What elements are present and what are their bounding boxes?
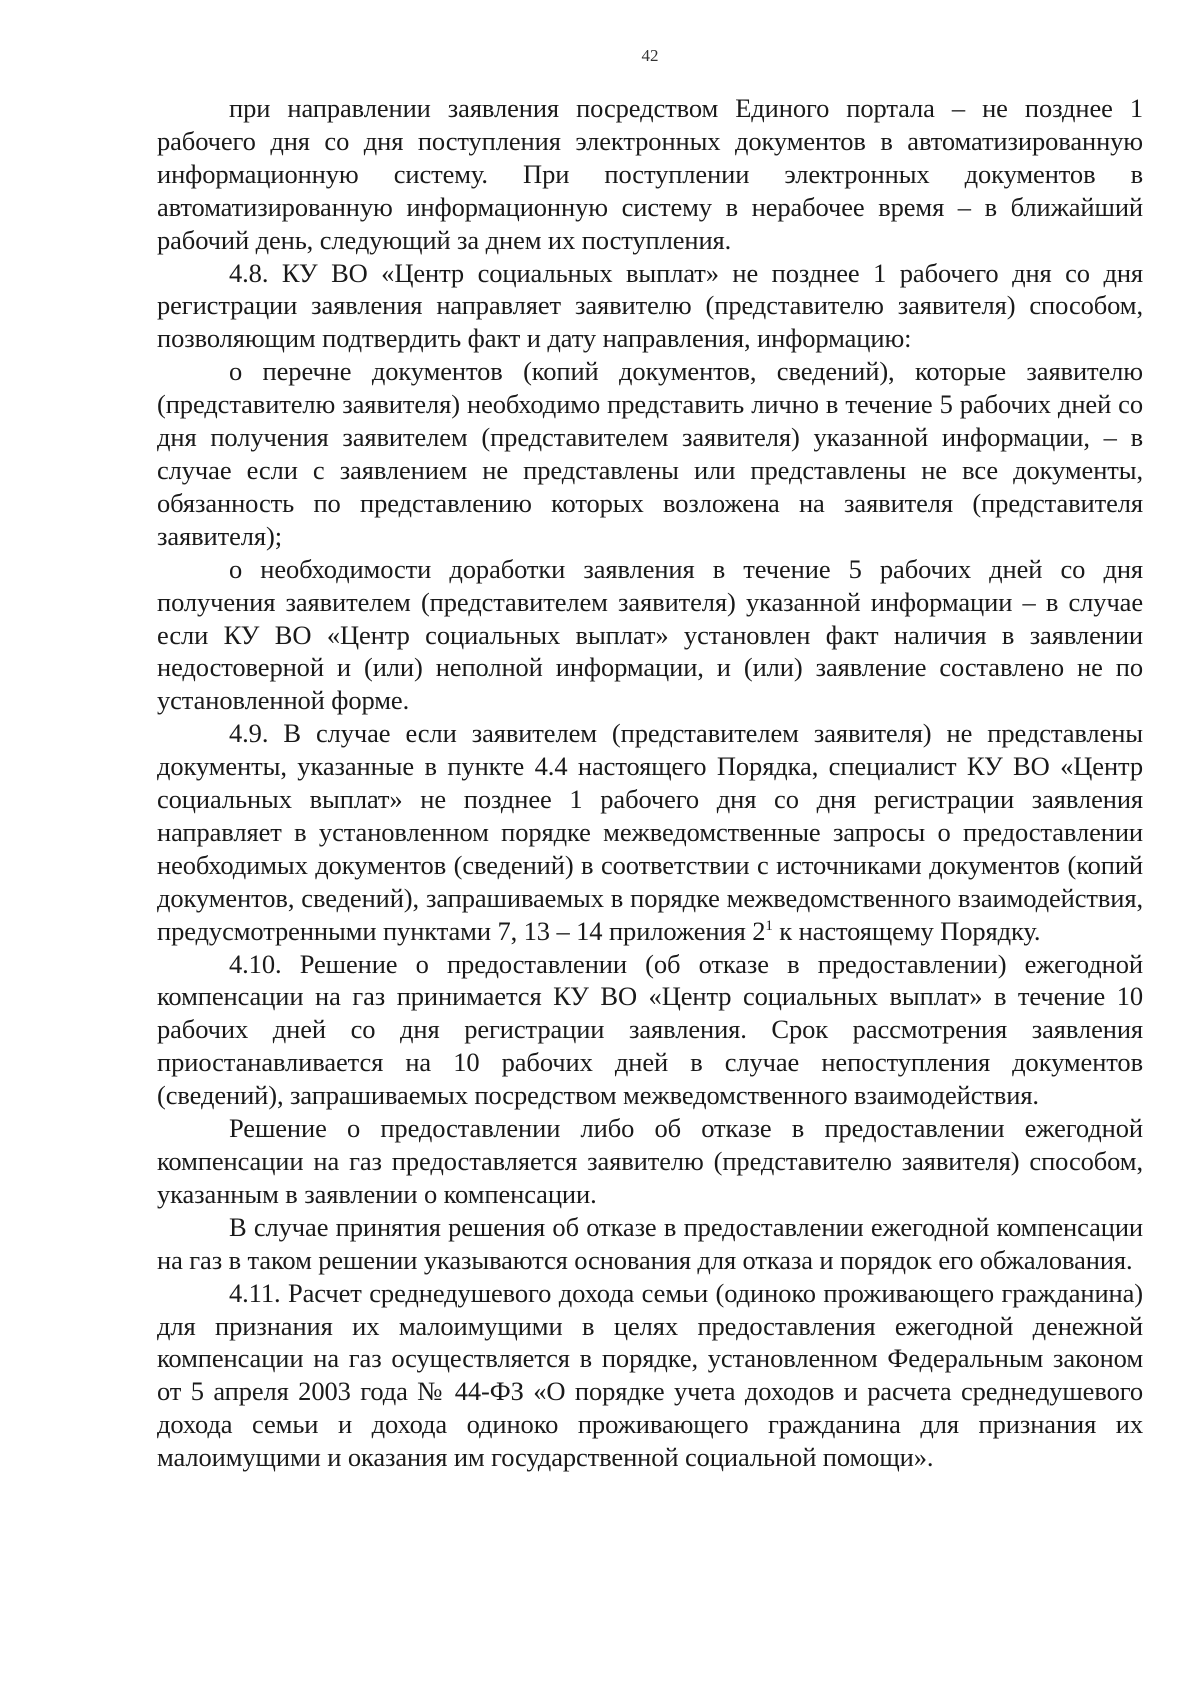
page-number: 42: [641, 46, 659, 65]
paragraph: Решение о предоставлении либо об отказе в предоставлении ежегодной компенсации на газ предоставляется заявителю (представителю заявителя) способом, указанным в заявлении о компенсации.: [157, 1113, 1143, 1209]
paragraph: 4.11. Расчет среднедушевого дохода семьи (одиноко проживающего гражданина) для признания их малоимущими в целях предоставления ежегодной денежной компенсации на газ осуществляется в порядке, установленном Федеральным законом от 5 апреля 2003 года № 44-ФЗ «О порядке учета доходов и расчета среднедушевого дохода семьи и дохода одиноко проживающего гражданина для признания их малоимущими и оказания им государственной социальной помощи».: [157, 1277, 1143, 1473]
paragraph: В случае принятия решения об отказе в предоставлении ежегодной компенсации на газ в таком решении указываются основания для отказа и порядок его обжалования.: [157, 1211, 1143, 1275]
paragraph: о необходимости доработки заявления в течение 5 рабочих дней со дня получения заявителем (представителем заявителя) указанной информации – в случае если КУ ВО «Центр социальных выплат» установлен факт наличия в заявлении недостоверной и (или) неполной информации, и (или) заявление составлено не по установленной форме.: [157, 553, 1143, 716]
superscript-mark: 1: [765, 917, 773, 934]
paragraph-with-footnote: [157, 717, 1143, 947]
paragraph: 4.10. Решение о предоставлении (об отказе в предоставлении) ежегодной компенсации на газ принимается КУ ВО «Центр социальных выплат» в течение 10 рабочих дней со дня регистрации заявления. Срок рассмотрения заявления приостанавливается на 10 рабочих дней в случае непоступления документов (сведений), запрашиваемых посредством межведомственного взаимодействия.: [157, 948, 1143, 1111]
document-body: [157, 92, 1143, 1474]
paragraph: о перечне документов (копий документов, сведений), которые заявителю (представителю заявителя) необходимо представить лично в течение 5 рабочих дней со дня получения заявителем (представителем заявителя) указанной информации, – в случае если с заявлением не представлены или представлены не все документы, обязанность по представлению которых возложена на заявителя (представителя заявителя);: [157, 356, 1143, 551]
paragraph: 4.8. КУ ВО «Центр социальных выплат» не позднее 1 рабочего дня со дня регистрации заявления направляет заявителю (представителю заявителя) способом, позволяющим подтвердить факт и дату направления, информацию:: [157, 257, 1143, 354]
paragraph: при направлении заявления посредством Единого портала – не позднее 1 рабочего дня со дня поступления электронных документов в автоматизированную информационную систему. При поступлении электронных документов в автоматизированную информационную систему в нерабочее время – в ближайший рабочий день, следующий за днем их поступления.: [157, 93, 1143, 255]
paragraph-tail: к настоящему Порядку.: [772, 915, 1041, 946]
paragraph-text: 4.9. В случае если заявителем (представителем заявителя) не представлены документы, указанные в пункте 4.4 настоящего Порядка, специалист КУ ВО «Центр социальных выплат» не позднее 1 рабочего дня со дня регистрации заявления направляет в установленном порядке межведомственные запросы о предоставлении необходимых документов (сведений) в соответствии с источниками документов (копий документов, сведений), запрашиваемых в порядке межведомственного взаимодействия, предусмотренными пунктами 7, 13 – 14 приложения 2: [157, 718, 1143, 946]
